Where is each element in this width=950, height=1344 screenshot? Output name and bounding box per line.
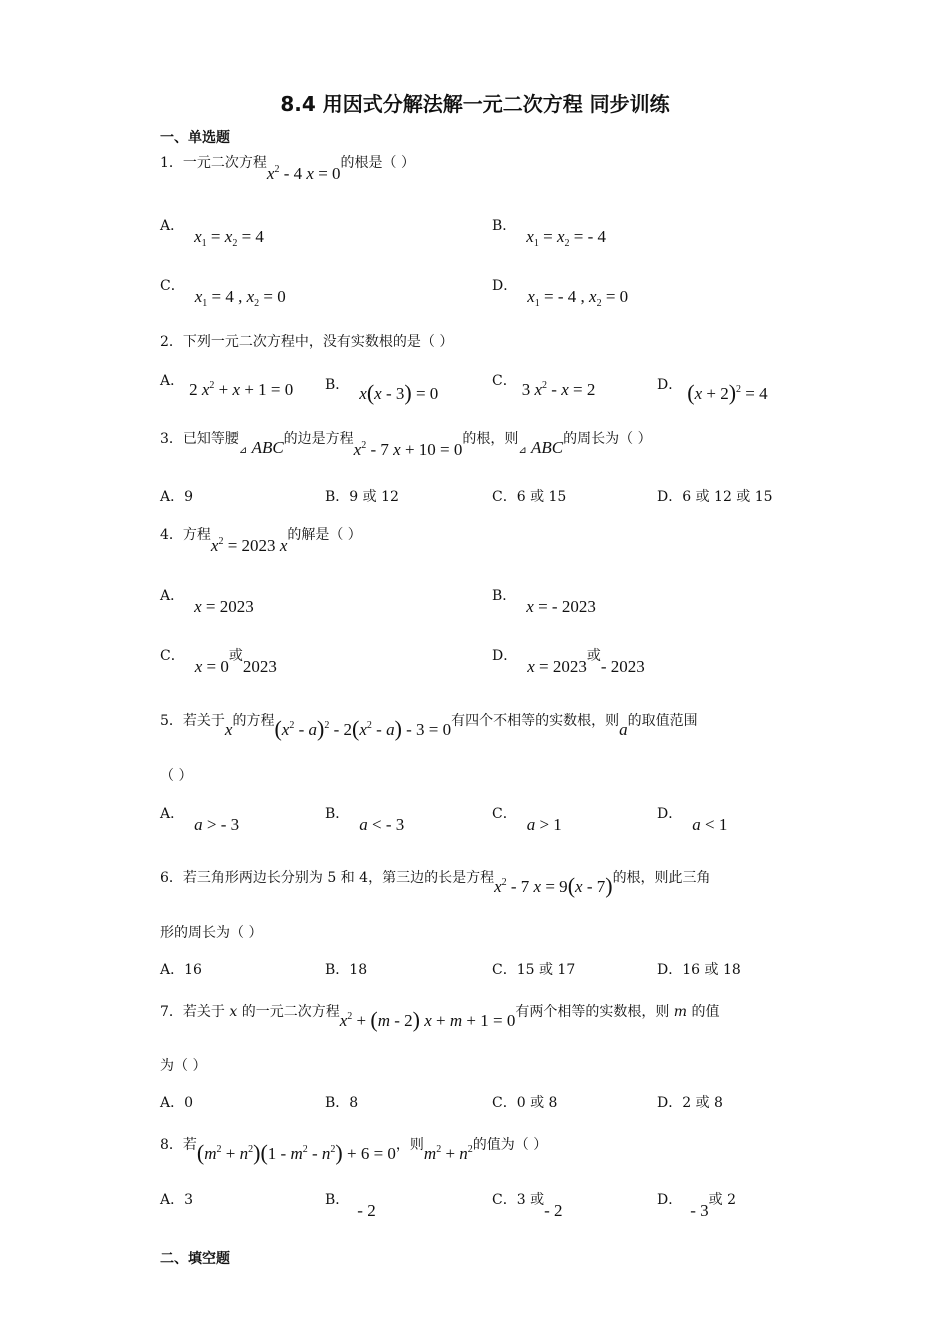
q6-option-d[interactable]: D．16 或 18 [657,962,741,978]
q4-option-d[interactable]: D．x = 2023或- 2023 [492,648,645,676]
q1-option-a[interactable]: A．$x_1 = x_2 = 4$ [160,218,264,249]
q2-option-a[interactable]: A． 2 $x^2 + x + 1 = 0$ [160,373,294,399]
q1-option-b[interactable]: B．$x_1 = x_2$ = - 4 [492,218,606,249]
q3-equation: $x^2 - 7$ x + 10 = 0 [353,440,463,459]
q8-equation: $(m^2 + n^2)(1 - m^2 - n^2) + 6 = 0$ [196,1140,396,1165]
question-1-stem: 1．一元二次方程 [160,155,267,171]
q7-option-c[interactable]: C．0 或 8 [492,1095,558,1111]
q2-option-c[interactable]: C． 3 $x^2 - x = 2$ [492,373,596,399]
q7-equation: $x^2 + (m - 2) x + m + 1 = 0$ [339,1007,516,1032]
q4-equation: $x^2 = 2023$ x [210,536,288,555]
question-5: 5．若关于x的方程$(x^2 - a)^2 - 2(x^2 - a) - 3 = 0$有四个不相等的实数根，则a的取值范围 [160,713,698,741]
question-8: 8．若$(m^2 + n^2)(1 - m^2 - n^2) + 6 = 0$，则$m^2 + n^2$的值为（ ） [160,1137,548,1165]
q8-expression: $m^2 + n^2$ [423,1144,473,1163]
q5-option-a[interactable]: A．a > - 3 [160,806,240,834]
q7-option-d[interactable]: D．2 或 8 [657,1095,723,1111]
question-7: 7．若关于 x 的一元二次方程$x^2 + (m - 2) x + m + 1 = 0$有两个相等的实数根，则 m 的值 [160,1004,720,1032]
q1-option-c[interactable]: C．$x_1 = 4$ , $x_2 = 0$ [160,278,286,309]
question-5-line2: （ ） [160,768,193,784]
q5-option-c[interactable]: C．a > 1 [492,806,562,834]
question-2: 2．下列一元二次方程中，没有实数根的是（ ） [160,334,454,350]
q8-option-c[interactable]: C．3 或- 2 [492,1192,563,1220]
q6-option-a[interactable]: A．16 [160,962,202,978]
triangle-abc-1: ⊿ ABC [238,438,284,457]
q4-option-a[interactable]: A．x = 2023 [160,588,254,616]
question-1 [160,152,415,183]
q2-option-d[interactable]: D． $(x + 2)^2 = 4$ [657,377,768,405]
q8-option-d[interactable]: D．- 3或 2 [657,1192,737,1220]
q6-option-b[interactable]: B．18 [325,962,368,978]
q8-option-b[interactable]: B．- 2 [325,1192,376,1220]
q3-option-a[interactable]: A．9 [160,489,194,505]
section-single-choice: 一、单选题 [160,130,230,146]
q5-option-d[interactable]: D．a < 1 [657,806,728,834]
q3-option-b[interactable]: B．9 或 12 [325,489,399,505]
q5-option-b[interactable]: B．a < - 3 [325,806,405,834]
question-7-line2: 为（ ） [160,1058,207,1074]
q3-option-c[interactable]: C．6 或 15 [492,489,567,505]
q6-option-c[interactable]: C．15 或 17 [492,962,576,978]
q4-option-b[interactable]: B．x = - 2023 [492,588,596,616]
q7-option-a[interactable]: A．0 [160,1095,194,1111]
question-6: 6．若三角形两边长分别为 5 和 4，第三边的长是方程$x^2 - 7$ x = 9(x - 7)的根，则此三角 [160,870,711,898]
question-1-stem-end: 的根是（ ） [340,155,415,171]
q6-equation: $x^2 - 7$ x = 9(x - 7) [494,873,613,898]
triangle-abc-2: ⊿ ABC [518,438,564,457]
q3-option-d[interactable]: D．6 或 12 或 15 [657,489,773,505]
q2-option-b[interactable]: B． x(x - 3) = 0 [325,377,439,405]
question-6-line2: 形的周长为（ ） [160,925,263,941]
q4-option-c[interactable]: C．x = 0或2023 [160,648,277,676]
q8-option-a[interactable]: A．3 [160,1192,194,1208]
q5-equation: $(x^2 - a)^2 - 2(x^2 - a) - 3 = 0$ [274,716,452,741]
q1-option-d[interactable]: D．$x_1$ = - 4 , $x_2 = 0$ [492,278,629,309]
q1-equation: $x^2 - 4$ x = 0 [266,164,341,183]
page-title: 8.4 用因式分解法解一元二次方程 同步训练 [280,92,670,116]
section-fill-in: 二、填空题 [160,1251,230,1267]
question-3: 3．已知等腰⊿ ABC的边是方程$x^2 - 7$ x + 10 = 0的根，则⊿ ABC的周长为（ ） [160,431,652,459]
question-4: 4．方程$x^2 = 2023$ x的解是（ ） [160,527,362,555]
q7-option-b[interactable]: B．8 [325,1095,359,1111]
